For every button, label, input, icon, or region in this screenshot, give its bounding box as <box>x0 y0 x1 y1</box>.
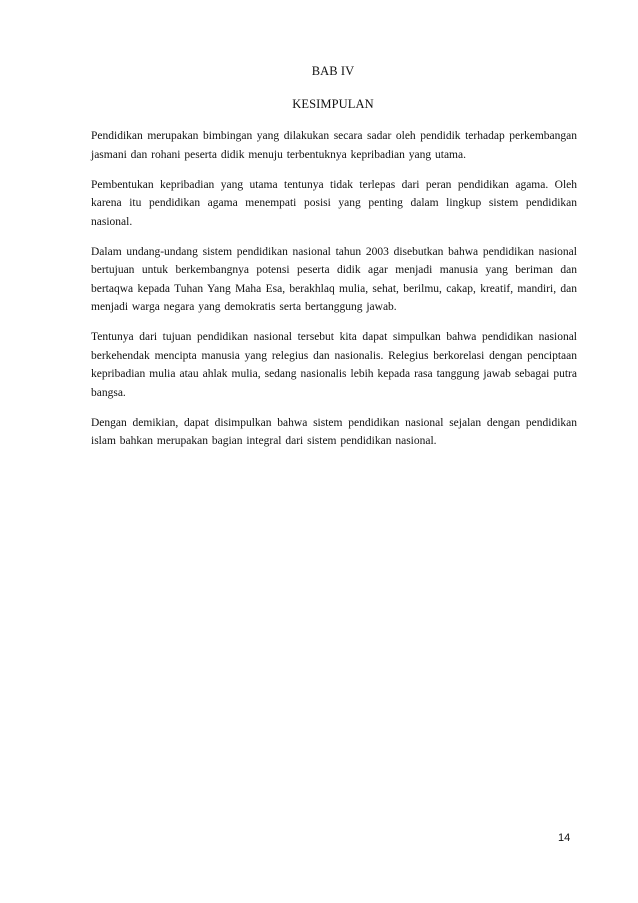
paragraph-2: Pembentukan kepribadian yang utama tentunya tidak terlepas dari peran pendidikan agama. Oleh karena itu pendidikan agama menempati posisi yang penting dalam lingkup sistem pendidikan nasional. <box>91 178 577 228</box>
paragraph-1: Pendidikan merupakan bimbingan yang dilakukan secara sadar oleh pendidik terhadap perkembangan jasmani dan rohani peserta didik menuju terbentuknya kepribadian yang utama. <box>91 130 577 161</box>
page-number: 14 <box>558 832 571 844</box>
document-body <box>91 127 577 462</box>
paragraph-5: Dengan demikian, dapat disimpulkan bahwa sistem pendidikan nasional sejalan dengan pendidikan islam bahkan merupakan bagian integral dari sistem pendidikan nasional. <box>91 416 577 447</box>
chapter-title: KESIMPULAN <box>292 97 374 111</box>
paragraph-4: Tentunya dari tujuan pendidikan nasional tersebut kita dapat simpulkan bahwa pendidikan nasional berkehendak mencipta manusia yang relegius dan nasionalis. Relegius berkorelasi dengan penciptaan kepribadian mulia atau ahlak mulia, sedang nasionalis lebih kepada rasa tanggung jawab sebagai putra bangsa. <box>91 331 577 399</box>
chapter-label: BAB IV <box>311 64 355 78</box>
paragraph-3: Dalam undang-undang sistem pendidikan nasional tahun 2003 disebutkan bahwa pendidikan nasional bertujuan untuk berkembangnya potensi peserta didik agar menjadi manusia yang beriman dan bertaqwa kepada Tuhan Yang Maha Esa, berakhlaq mulia, sehat, berilmu, cakap, kreatif, mandiri, dan menjadi warga negara yang demokratis serta bertanggung jawab. <box>91 245 577 313</box>
